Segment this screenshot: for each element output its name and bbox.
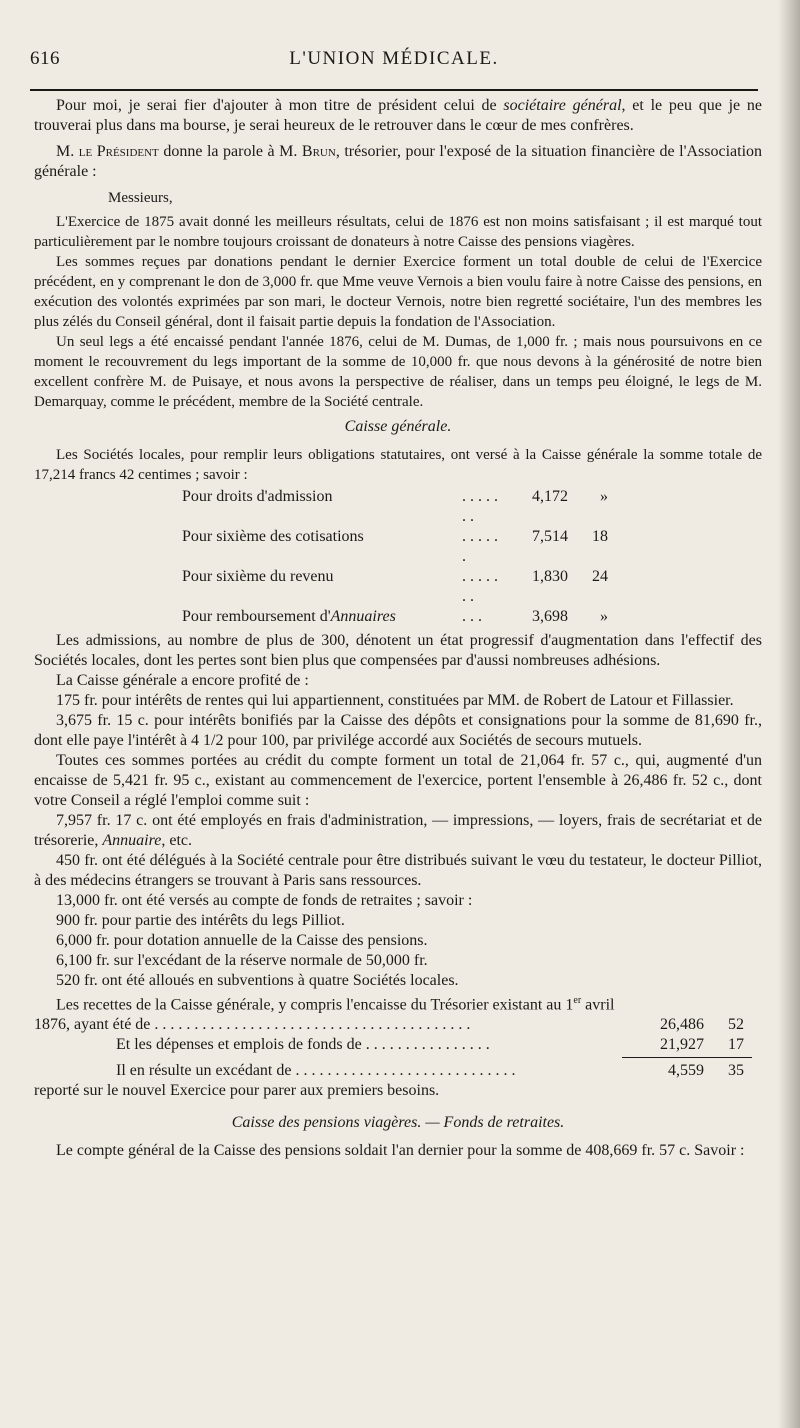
table-row bbox=[182, 567, 608, 607]
account-expenses-row bbox=[34, 1035, 762, 1055]
treasurer-name: Brun bbox=[301, 143, 336, 160]
journal-title: L'UNION MÉDICALE. bbox=[289, 48, 499, 69]
row-francs: 3,698 bbox=[532, 608, 568, 625]
table-row bbox=[182, 607, 608, 627]
receipts-label: 1876, ayant été de . . . . . . . . . . . . . . . . . . . . . . . . . . . . . . . . . . . . . . . . bbox=[34, 1016, 471, 1034]
salutation: Messieurs, bbox=[108, 190, 173, 206]
row-dots: . . . . . . . bbox=[462, 568, 498, 605]
text-run: donne la parole à M. bbox=[158, 143, 302, 160]
speaker-name: M. le Président bbox=[56, 143, 159, 160]
row-label: Pour droits d'admission bbox=[182, 488, 333, 505]
body-text bbox=[34, 96, 762, 1161]
italic-run: Annuaires bbox=[330, 608, 396, 625]
page-edge-shadow bbox=[778, 0, 800, 1428]
text-run: Pour moi, je serai fier d'ajouter à mon titre de président celui de bbox=[56, 97, 504, 114]
account-receipts-row bbox=[34, 1015, 762, 1035]
row-label bbox=[182, 607, 462, 627]
italic-run: sociétaire général bbox=[503, 97, 622, 114]
row-dots: . . . bbox=[462, 608, 482, 625]
sum-rule-line bbox=[622, 1057, 752, 1058]
text-run: Les recettes de la Caisse générale, y compris l'encaisse du Trésorier existant au 1 bbox=[56, 996, 574, 1014]
text-run: , et le peu que je ne trouverai plus dans ma bourse, je serai heureux de le retrouver dans le cœur de mes confrères. bbox=[34, 97, 763, 134]
paragraph-pilliot: 450 fr. ont été délégués à la Société centrale pour être distribués suivant le vœu du testateur, le docteur Pilliot, à des médecins étrangers se trouvant à Paris sans ressources. bbox=[34, 852, 762, 889]
paragraph-pension-account: Le compte général de la Caisse des pensions soldait l'an dernier pour la somme de 408,669 fr. 57 c. Savoir : bbox=[56, 1142, 745, 1160]
surplus-centimes: 35 bbox=[728, 1062, 744, 1080]
row-dots: . . . . . . bbox=[462, 528, 498, 565]
paragraph-profited: La Caisse générale a encore profité de : bbox=[56, 672, 309, 689]
row-centimes: 24 bbox=[592, 568, 608, 585]
surplus-francs: 4,559 bbox=[668, 1062, 704, 1080]
table-row bbox=[182, 487, 608, 527]
page-number: 616 bbox=[30, 48, 60, 69]
receipts-centimes: 52 bbox=[728, 1016, 744, 1034]
paragraph-president-gives-floor bbox=[34, 142, 762, 182]
paragraph-item-900: 900 fr. pour partie des intérêts du legs Pilliot. bbox=[56, 912, 345, 929]
running-head bbox=[30, 48, 758, 78]
paragraph-admin-costs bbox=[34, 811, 762, 851]
paragraph-total-credit: Toutes ces sommes portées au crédit du compte forment un total de 21,064 fr. 57 c., qui, augmenté d'un encaisse de 5,421 fr. 95 c., existant au commencement de l'exercice, portent l'ensemble à 26,486 fr. 52 c., dont votre Conseil a réglé l'emploi comme suit : bbox=[34, 752, 762, 809]
row-dots: . . . . . . . bbox=[462, 488, 498, 525]
expenses-francs: 21,927 bbox=[660, 1036, 704, 1054]
row-centimes: 18 bbox=[592, 528, 608, 545]
section-title-pensions: Caisse des pensions viagères. — Fonds de retraites. bbox=[231, 1114, 565, 1132]
account-surplus-row bbox=[34, 1061, 762, 1081]
paragraph-item-6100: 6,100 fr. sur l'excédant de la réserve normale de 50,000 fr. bbox=[56, 952, 428, 969]
italic-run: Annuaire bbox=[102, 832, 162, 849]
row-centimes: » bbox=[600, 488, 608, 505]
row-francs: 4,172 bbox=[532, 488, 568, 505]
paragraph-president-closing bbox=[34, 96, 762, 136]
paragraph-item-6000: 6,000 fr. pour dotation annuelle de la Caisse des pensions. bbox=[56, 932, 428, 949]
receipts-francs: 26,486 bbox=[660, 1016, 704, 1034]
text-run: 7,957 fr. 17 c. ont été employés en frais d'administration, — impressions, — loyers, frais de secrétariat et de trésorerie, bbox=[34, 812, 762, 849]
superscript: er bbox=[573, 995, 582, 1006]
contributions-table bbox=[182, 487, 608, 627]
expenses-label: Et les dépenses et emplois de fonds de . . . . . . . . . . . . . . . . bbox=[116, 1036, 490, 1054]
paragraph-receipts-intro bbox=[34, 991, 762, 1015]
row-francs: 7,514 bbox=[532, 528, 568, 545]
text-run: avril bbox=[581, 996, 615, 1014]
surplus-label: Il en résulte un excédant de . . . . . . . . . . . . . . . . . . . . . . . . . . . . bbox=[116, 1062, 516, 1080]
paragraph-interest-deposits: 3,675 fr. 15 c. pour intérêts bonifiés par la Caisse des dépôts et consignations pour la somme de 81,690 fr., dont elle paye l'intérêt à 4 1/2 pour 100, par privilége accordé aux Sociétés de secours mutuels. bbox=[34, 712, 762, 749]
text-run: , trésorier, pour l'exposé de la situation financière de l'Association générale : bbox=[34, 143, 763, 180]
paragraph-legacies: Un seul legs a été encaissé pendant l'année 1876, celui de M. Dumas, de 1,000 fr. ; mais nous poursuivons en ce moment le recouvrement du legs important de la somme de 10,000 fr. que nous devons à la générosité de notre bien excellent confrère M. de Puisaye, et nous avons la perspective de réaliser, dans un temps peu éloigné, le legs de M. Demarquay, comme le précédent, membre de la Société centrale. bbox=[34, 334, 762, 410]
paragraph-local-societies: Les Sociétés locales, pour remplir leurs obligations statutaires, ont versé à la Caisse générale la somme totale de 17,214 francs 42 centimes ; savoir : bbox=[34, 447, 762, 483]
paragraph-item-520: 520 fr. ont été alloués en subventions à quatre Sociétés locales. bbox=[56, 972, 459, 989]
paragraph-admissions: Les admissions, au nombre de plus de 300, dénotent un état progressif d'augmentation dans l'effectif des Sociétés locales, dont les pertes sont bien plus que compensées par d'aussi nombreuses adhésions. bbox=[34, 632, 762, 669]
section-title-caisse-generale: Caisse générale. bbox=[344, 418, 452, 435]
paragraph-retirement-fund: 13,000 fr. ont été versés au compte de fonds de retraites ; savoir : bbox=[56, 892, 473, 909]
text-run: Pour remboursement d' bbox=[182, 608, 331, 625]
paragraph-rentes: 175 fr. pour intérêts de rentes qui lui appartiennent, constituées par MM. de Robert de Latour et Fillassier. bbox=[56, 692, 734, 709]
text-run: , etc. bbox=[161, 832, 193, 849]
row-centimes: » bbox=[600, 608, 608, 625]
table-row bbox=[182, 527, 608, 567]
paragraph-exercise-1875: L'Exercice de 1875 avait donné les meilleurs résultats, celui de 1876 est non moins satisfaisant ; il est marqué tout particulièrement par le nombre toujours croissant de donateurs à notre Caisse des pensions viagères. bbox=[34, 214, 762, 250]
row-label: Pour sixième des cotisations bbox=[182, 528, 364, 545]
row-label: Pour sixième du revenu bbox=[182, 568, 334, 585]
paragraph-donations: Les sommes reçues par donations pendant le dernier Exercice forment un total double de celui de l'Exercice précédent, en y comprenant le don de 3,000 fr. que Mme veuve Vernois a bien voulu faire à notre Caisse des pensions, en exécution des volontés exprimées par son mari, le docteur Vernois, notre bien regretté sociétaire, l'un des membres les plus zélés du Conseil général, dont il faisait partie depuis la fondation de l'Association. bbox=[34, 254, 762, 330]
header-rule bbox=[30, 89, 758, 91]
row-francs: 1,830 bbox=[532, 568, 568, 585]
expenses-centimes: 17 bbox=[728, 1036, 744, 1054]
paragraph-carried-over: reporté sur le nouvel Exercice pour parer aux premiers besoins. bbox=[34, 1082, 440, 1100]
